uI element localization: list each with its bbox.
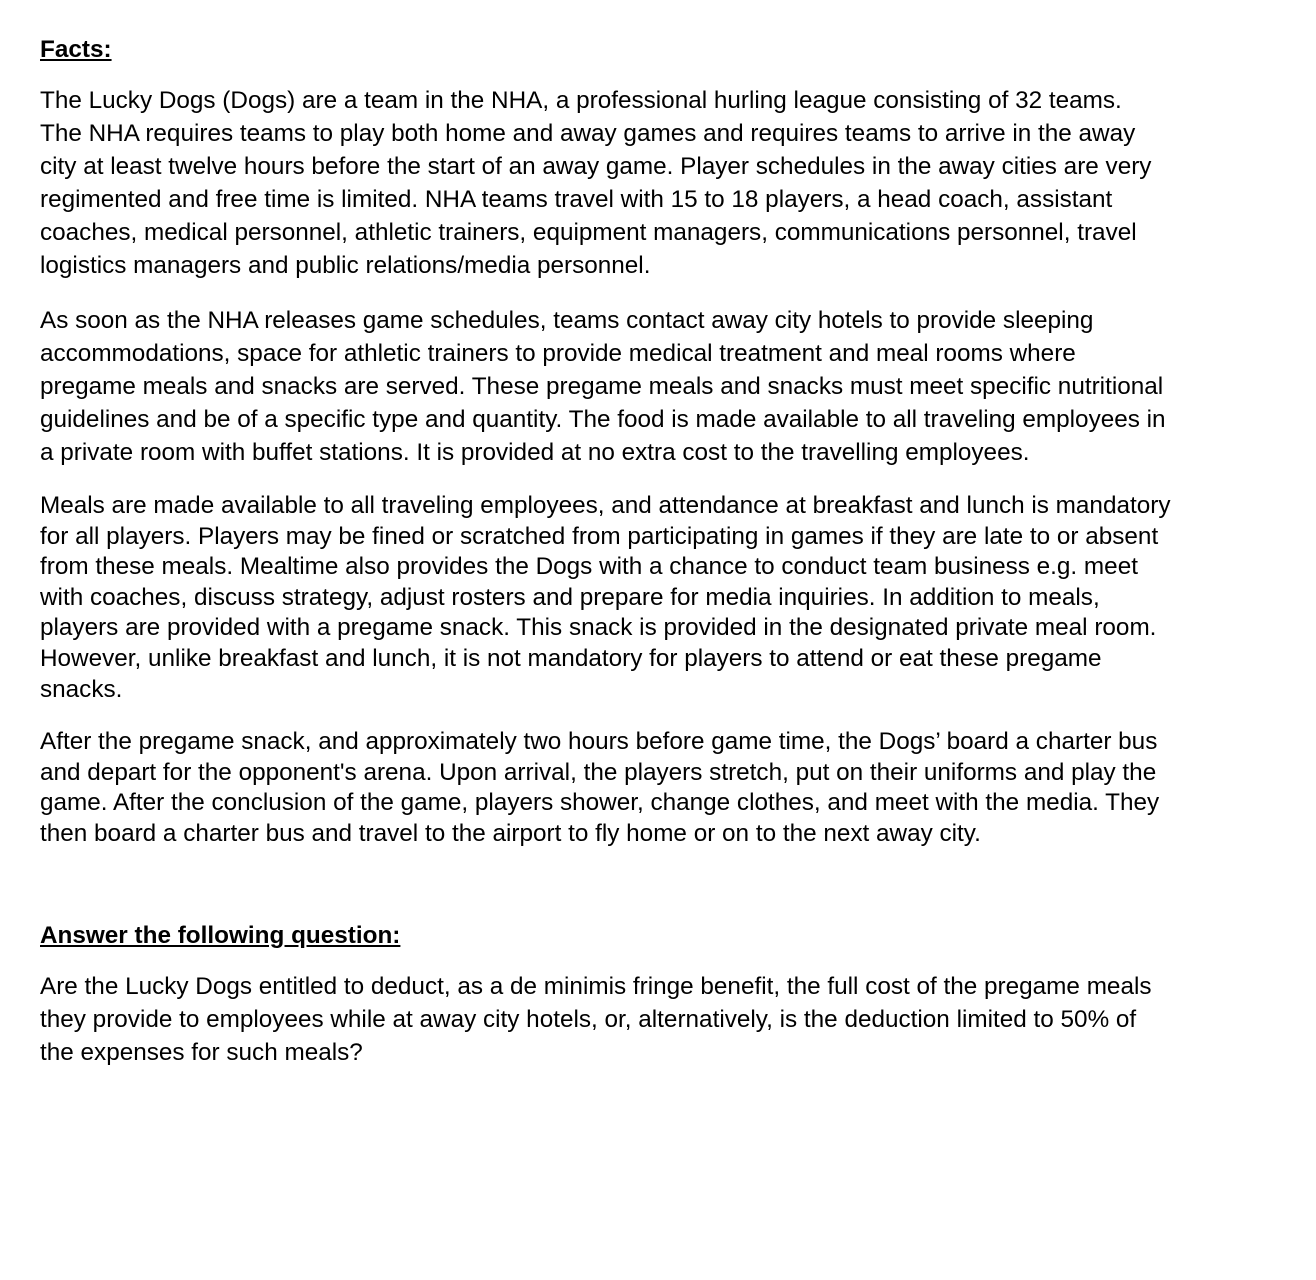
document-page: [40, 26, 1290, 1091]
facts-heading: Facts:: [40, 36, 112, 63]
section-spacer: [40, 871, 1290, 903]
question-text: Are the Lucky Dogs entitled to deduct, as a de minimis fringe benefit, the full cost of the pregame meals they provide to employees while at away city hotels, or, alternatively, is the deduction limited to 50% of the expenses for such meals?: [40, 973, 1152, 1067]
facts-paragraph-4: After the pregame snack, and approximately two hours before game time, the Dogs’ board a charter bus and depart for the opponent's arena. Upon arrival, the players stretch, put on their uniforms and play the game. After the conclusion of the game, players shower, change clothes, and meet with the media. They then board a charter bus and travel to the airport to fly home or on to the next away city.: [40, 728, 1160, 847]
facts-paragraph-3: Meals are made available to all traveling employees, and attendance at breakfast and lunch is mandatory for all players. Players may be fined or scratched from participating in games if they are late to or absent from these meals. Mealtime also provides the Dogs with a chance to conduct team business e.g. meet with coaches, discuss strategy, adjust rosters and prepare for media inquiries. In addition to meals, players are provided with a pregame snack. This snack is provided in the designated private meal room. However, unlike breakfast and lunch, it is not mandatory for players to attend or eat these pregame snacks.: [40, 492, 1171, 703]
question-heading: Answer the following question:: [40, 922, 401, 950]
facts-paragraph-1: The Lucky Dogs (Dogs) are a team in the NHA, a professional hurling league consisting of 32 teams. The NHA requires teams to play both home and away games and requires teams to arrive in the away city at least twelve hours before the start of an away game. Player schedules in the away cities are very regimented and free time is limited. NHA teams travel with 15 to 18 players, a head coach, assistant coaches, medical personnel, athletic trainers, equipment managers, communications personnel, travel logistics managers and public relations/media personnel.: [40, 87, 1152, 279]
facts-paragraph-2: As soon as the NHA releases game schedules, teams contact away city hotels to provide sleeping accommodations, space for athletic trainers to provide medical treatment and meal rooms where pregame meals and snacks are served. These pregame meals and snacks must meet specific nutritional guidelines and be of a specific type and quantity. The food is made available to all traveling employees in a private room with buffet stations. It is provided at no extra cost to the travelling employees.: [40, 307, 1166, 466]
